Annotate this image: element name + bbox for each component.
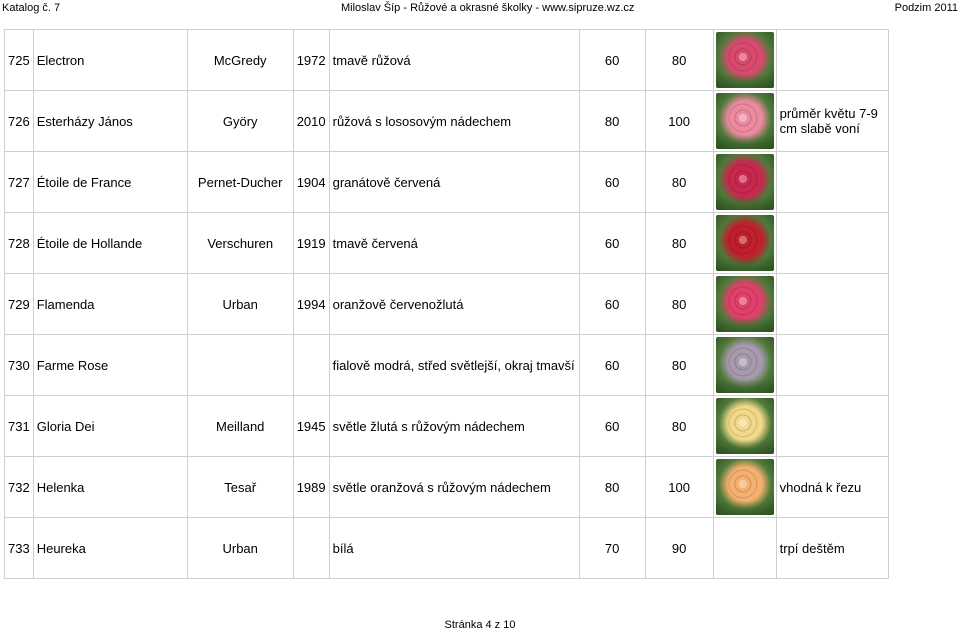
catalog-number-cell: 732	[5, 457, 34, 518]
note-cell: vhodná k řezu	[776, 457, 888, 518]
rose-photo	[716, 32, 774, 88]
catalog-number-cell: 733	[5, 518, 34, 579]
rose-photo-cell	[713, 457, 776, 518]
flower-color-cell: světle oranžová s růžovým nádechem	[329, 457, 579, 518]
year-cell: 1945	[293, 396, 329, 457]
height-min-cell: 80	[579, 91, 645, 152]
height-max-cell: 100	[645, 457, 713, 518]
flower-color-cell: tmavě růžová	[329, 30, 579, 91]
rose-catalog-table	[4, 29, 889, 579]
table-row	[5, 396, 889, 457]
rose-photo-cell	[713, 518, 776, 579]
height-max-cell: 100	[645, 91, 713, 152]
breeder-cell: McGredy	[187, 30, 293, 91]
table-row	[5, 213, 889, 274]
year-cell: 1994	[293, 274, 329, 335]
rose-photo	[716, 215, 774, 271]
height-max-cell: 80	[645, 30, 713, 91]
rose-name-cell: Gloria Dei	[33, 396, 187, 457]
height-min-cell: 80	[579, 457, 645, 518]
rose-name-cell: Helenka	[33, 457, 187, 518]
catalog-number-cell: 728	[5, 213, 34, 274]
catalog-number-cell: 730	[5, 335, 34, 396]
note-cell	[776, 335, 888, 396]
rose-photo	[716, 337, 774, 393]
table-row	[5, 335, 889, 396]
rose-photo-cell	[713, 396, 776, 457]
height-min-cell: 60	[579, 152, 645, 213]
rose-photo-cell	[713, 213, 776, 274]
rose-name-cell: Flamenda	[33, 274, 187, 335]
height-max-cell: 80	[645, 274, 713, 335]
rose-photo-cell	[713, 91, 776, 152]
breeder-cell: Tesař	[187, 457, 293, 518]
note-cell	[776, 152, 888, 213]
rose-name-cell: Heureka	[33, 518, 187, 579]
height-min-cell: 60	[579, 396, 645, 457]
table-row	[5, 91, 889, 152]
note-cell	[776, 274, 888, 335]
height-max-cell: 80	[645, 152, 713, 213]
table-row	[5, 274, 889, 335]
breeder-cell: Urban	[187, 274, 293, 335]
note-cell	[776, 396, 888, 457]
table-row	[5, 457, 889, 518]
rose-photo	[716, 276, 774, 332]
flower-color-cell: růžová s lososovým nádechem	[329, 91, 579, 152]
season-label: Podzim 2011	[894, 2, 958, 14]
catalog-number-cell: 727	[5, 152, 34, 213]
rose-photo-cell	[713, 335, 776, 396]
year-cell: 2010	[293, 91, 329, 152]
rose-name-cell: Farme Rose	[33, 335, 187, 396]
table-row	[5, 30, 889, 91]
flower-color-cell: světle žlutá s růžovým nádechem	[329, 396, 579, 457]
rose-name-cell: Étoile de France	[33, 152, 187, 213]
rose-photo	[716, 459, 774, 515]
height-min-cell: 60	[579, 335, 645, 396]
flower-color-cell: oranžově červenožlutá	[329, 274, 579, 335]
breeder-cell	[187, 335, 293, 396]
rose-photo	[716, 398, 774, 454]
catalog-number-cell: 726	[5, 91, 34, 152]
breeder-cell: Meilland	[187, 396, 293, 457]
height-min-cell: 60	[579, 30, 645, 91]
flower-color-cell: tmavě červená	[329, 213, 579, 274]
height-min-cell: 70	[579, 518, 645, 579]
page-number: Stránka 4 z 10	[444, 619, 516, 631]
rose-photo-cell	[713, 30, 776, 91]
catalog-number-cell: 731	[5, 396, 34, 457]
table-row	[5, 152, 889, 213]
rose-name-cell: Electron	[33, 30, 187, 91]
rose-photo-cell	[713, 152, 776, 213]
breeder-cell: Györy	[187, 91, 293, 152]
catalog-number-cell: 725	[5, 30, 34, 91]
height-max-cell: 90	[645, 518, 713, 579]
year-cell: 1972	[293, 30, 329, 91]
height-max-cell: 80	[645, 213, 713, 274]
flower-color-cell: fialově modrá, střed světlejší, okraj tmavší	[329, 335, 579, 396]
catalog-number: Katalog č. 7	[2, 2, 61, 14]
catalog-number-cell: 729	[5, 274, 34, 335]
year-cell	[293, 518, 329, 579]
year-cell	[293, 335, 329, 396]
table-row	[5, 518, 889, 579]
rose-name-cell: Esterházy János	[33, 91, 187, 152]
note-cell	[776, 213, 888, 274]
height-max-cell: 80	[645, 396, 713, 457]
breeder-cell: Urban	[187, 518, 293, 579]
year-cell: 1904	[293, 152, 329, 213]
rose-photo-cell	[713, 274, 776, 335]
rose-photo	[716, 93, 774, 149]
rose-name-cell: Étoile de Hollande	[33, 213, 187, 274]
breeder-cell: Pernet-Ducher	[187, 152, 293, 213]
rose-photo	[716, 154, 774, 210]
breeder-cell: Verschuren	[187, 213, 293, 274]
height-min-cell: 60	[579, 213, 645, 274]
flower-color-cell: granátově červená	[329, 152, 579, 213]
note-cell: trpí deštěm	[776, 518, 888, 579]
note-cell	[776, 30, 888, 91]
height-max-cell: 80	[645, 335, 713, 396]
flower-color-cell: bílá	[329, 518, 579, 579]
note-cell: průměr květu 7-9 cm slabě voní	[776, 91, 888, 152]
height-min-cell: 60	[579, 274, 645, 335]
publisher-title: Miloslav Šíp - Růžové a okrasné školky - www.sipruze.wz.cz	[341, 2, 635, 14]
year-cell: 1989	[293, 457, 329, 518]
year-cell: 1919	[293, 213, 329, 274]
